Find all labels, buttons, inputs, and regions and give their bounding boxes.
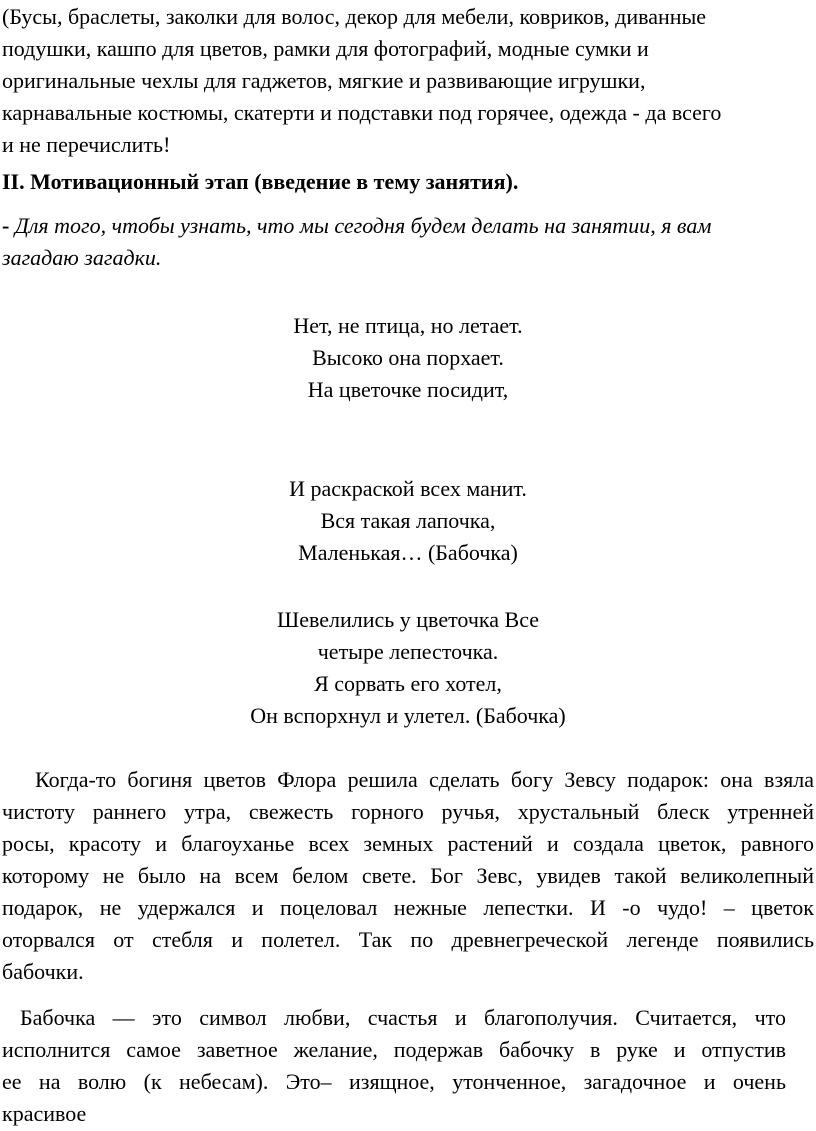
lead-dash: - [2,213,10,238]
verse-line: Нет, не птица, но летает. [293,313,523,338]
section-heading: II. Мотивационный этап (введение в тему занятия). [2,169,519,194]
intro-line: подушки, кашпо для цветов, рамки для фотографий, модные сумки и [2,36,649,61]
intro-line: и не перечислить! [2,132,171,157]
riddle-stanza-2 [0,473,816,569]
riddle-stanza-1 [0,310,816,406]
lead-line: загадаю загадки. [2,245,162,270]
verse-line: Маленькая… (Бабочка) [298,540,518,565]
verse-line: четыре лепесточка. [317,639,499,664]
symbol-line: ее на волю (к небесам). Это– изящное, утонченное, загадочное и очень [2,1069,786,1094]
verse-line: Я сорвать его хотел, [314,671,502,696]
symbol-line: Бабочка — это символ любви, счастья и благополучия. Считается, что [20,1005,786,1030]
intro-line: (Бусы, браслеты, заколки для волос, декор для мебели, ковриков, диванные [2,4,707,29]
verse-line: Он вспорхнул и улетел. (Бабочка) [250,703,566,728]
legend-paragraph [2,764,814,988]
verse-line: Вся такая лапочка, [320,508,496,533]
lead-line: Для того, чтобы узнать, что мы сегодня будем делать на занятии, я вам [9,213,712,238]
intro-paragraph [2,1,802,161]
verse-line: Шевелились у цветочка Все [277,607,539,632]
legend-line: подарок, не удержался и поцеловал нежные лепестки. И -о чудо! – цветок [2,895,814,920]
legend-line: оторвался от стебля и полетел. Так по древнегреческой легенде появились [2,927,814,952]
intro-line: оригинальные чехлы для гаджетов, мягкие и развивающие игрушки, [2,68,646,93]
verse-line: И раскраской всех манит. [289,476,527,501]
verse-line: Высоко она порхает. [312,345,504,370]
legend-line: чистоту раннего утра, свежесть горного ручья, хрустальный блеск утренней [2,799,814,824]
riddle-stanza-3 [0,604,816,732]
lead-paragraph [2,210,802,274]
legend-line: которому не было на всем белом свете. Бог Зевс, увидев такой великолепный [2,863,814,888]
legend-line: росы, красоту и благоуханье всех земных растений и создала цветок, равного [2,831,814,856]
legend-line: бабочки. [2,959,84,984]
symbol-paragraph [2,1002,786,1130]
symbol-line: красивое [2,1101,87,1126]
intro-line: карнавальные костюмы, скатерти и подставки под горячее, одежда - да всего [2,100,722,125]
legend-line: Когда-то богиня цветов Флора решила сделать богу Зевсу подарок: она взяла [35,767,814,792]
verse-line: На цветочке посидит, [307,377,509,402]
symbol-line: исполнится самое заветное желание, подержав бабочку в руке и отпустив [2,1037,786,1062]
